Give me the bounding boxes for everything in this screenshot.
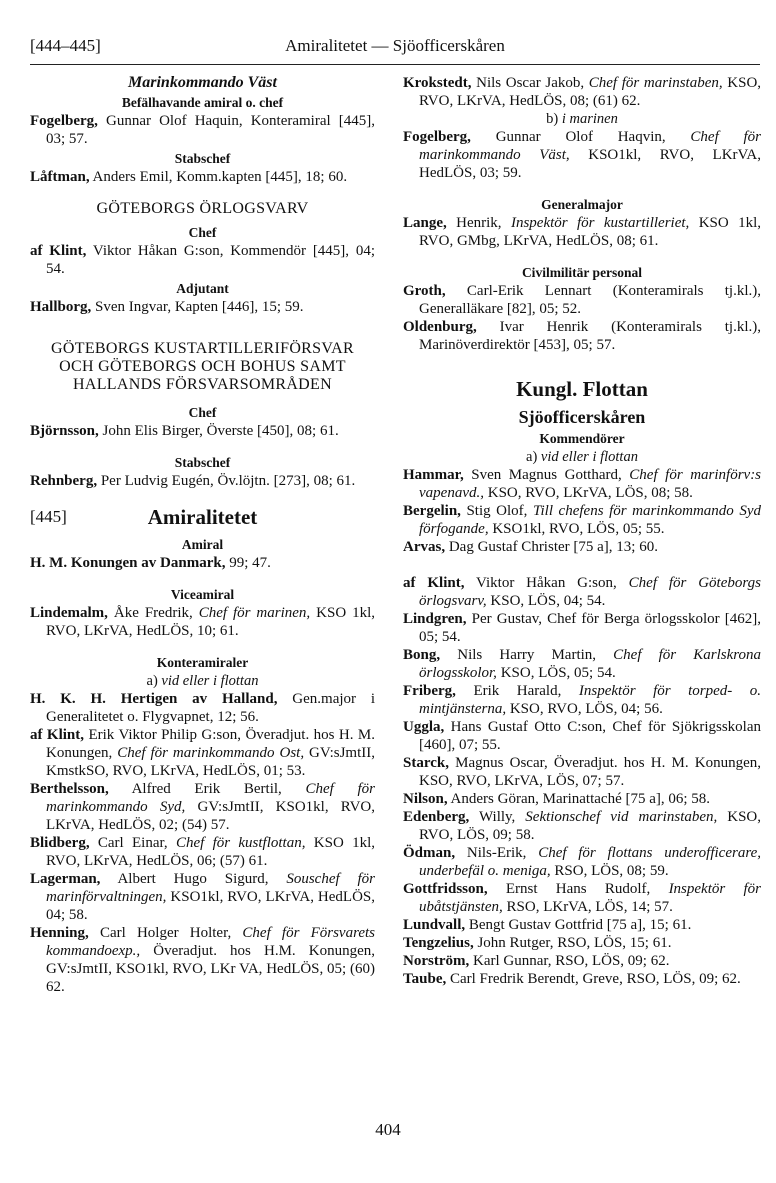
running-head <box>30 36 760 60</box>
entry-function: Chef för kustflottan, <box>175 835 306 851</box>
entry-name: Uggla, <box>403 719 445 735</box>
area-title: GÖTEBORGS ÖRLOGSVARV <box>96 200 309 217</box>
entry-function: Souschef för marinförvaltningen, <box>46 871 375 905</box>
entry-name: af Klint, <box>403 575 465 591</box>
entry-text: Bengt Gustav Gottfrid [75 a], 15; 61. <box>468 917 692 933</box>
entry-name: Edenberg, <box>403 809 470 825</box>
entry-name: Bergelin, <box>403 503 461 519</box>
entry-text: Magnus Oscar, Överadjut. hos H. M. Konungen, KSO, RVO, LKrVA, LÖS, 07; 57. <box>419 755 761 789</box>
entry-text: KSO 1kl, RVO, LKrVA, HedLÖS, 10; 61. <box>46 605 376 639</box>
list-item <box>30 690 375 726</box>
entry-name: Gottfridsson, <box>403 881 488 897</box>
list-item <box>30 112 375 148</box>
entry-name: Björnsson, <box>30 423 99 439</box>
entry-text: Erik Viktor Philip G:son, Överadjut. hos H. M. Konungen, <box>46 727 376 761</box>
subsection-text: vid eller i flottan <box>161 673 259 689</box>
entry-name: Friberg, <box>403 683 456 699</box>
entry-name: Nilson, <box>403 791 448 807</box>
entry-text: Gunnar Olof Haquin, Konteramiral [445], 03; 57. <box>46 113 375 147</box>
page-number: 404 <box>375 1120 401 1139</box>
entry-text: RSO, LÖS, 08; 59. <box>554 863 669 879</box>
entry-text: Viktor Håkan G:son, <box>476 575 617 591</box>
chapter-title: Kungl. Flottan <box>516 377 648 401</box>
entry-text: Carl Einar, <box>97 835 168 851</box>
entry-function: Chef för marinkommando Syd, <box>46 781 375 815</box>
list-item <box>403 214 761 250</box>
entry-function: Chef för marinen, <box>198 605 311 621</box>
entry-text: Hans Gustaf Otto C:son, Chef för Sjökrigsskolan [460], 07; 55. <box>419 719 761 753</box>
entry-function: Inspektör för torped- o. mintjänsterna, <box>419 683 762 717</box>
area-title-line: HALLANDS FÖRSVARSOMRÅDEN <box>73 376 332 393</box>
entry-text: Anders Emil, Komm.kapten [445], 18; 60. <box>92 169 348 185</box>
entry-name: Lange, <box>403 215 447 231</box>
entry-name: Henning, <box>30 925 89 941</box>
entry-name: Norström, <box>403 953 470 969</box>
entry-name: Fogelberg, <box>403 129 471 145</box>
entry-name: Lindgren, <box>403 611 467 627</box>
entry-text: Gen.major i Generalitetet o. Flygvapnet, 12; 56. <box>46 691 375 725</box>
list-item <box>403 718 761 754</box>
entry-text: 99; 47. <box>229 555 271 571</box>
rank-heading: Stabschef <box>174 151 231 166</box>
entry-name: Hallborg, <box>30 299 92 315</box>
section-number: [445] <box>30 507 67 526</box>
entry-text: KSO1kl, RVO, LKrVA, HedLÖS, 03; 59. <box>419 147 761 181</box>
section-heading <box>30 504 375 530</box>
list-item <box>403 790 761 808</box>
left-column <box>30 74 375 996</box>
entry-text: KSO 1kl, RVO, GMbg, LKrVA, HedLÖS, 08; 61. <box>419 215 761 249</box>
entry-name: H. K. H. Hertigen av Halland, <box>30 691 278 707</box>
entry-text: John Elis Birger, Överste [450], 08; 61. <box>102 423 339 439</box>
list-item <box>30 298 375 316</box>
entry-text: KSO1kl, RVO, LKrVA, HedLÖS, 04; 58. <box>46 889 375 923</box>
list-item <box>403 574 761 610</box>
subsection-text: vid eller i flottan <box>540 449 638 465</box>
entry-name: Lagerman, <box>30 871 101 887</box>
entry-text: Carl Holger Holter, <box>99 925 232 941</box>
list-item <box>403 318 761 354</box>
rank-heading: Chef <box>188 405 217 420</box>
entry-text: Sven Magnus Gotthard, <box>471 467 622 483</box>
entry-text: Ernst Hans Rudolf, <box>505 881 651 897</box>
entry-text: John Rutger, RSO, LÖS, 15; 61. <box>477 935 672 951</box>
entry-text: Alfred Erik Bertil, <box>131 781 282 797</box>
entry-text: GV:sJmtII, KSO1kl, RVO, LKrVA, HedLÖS, 02; (54) 57. <box>46 799 375 833</box>
entry-name: Krokstedt, <box>403 75 472 91</box>
entry-text: Åke Fredrik, <box>113 605 193 621</box>
entry-text: Nils Oscar Jakob, <box>476 75 585 91</box>
entry-text: Sven Ingvar, Kapten [446], 15; 59. <box>95 299 304 315</box>
rank-heading: Befälhavande amiral o. chef <box>121 95 284 110</box>
section-range: [444–445] <box>30 36 101 55</box>
rank-heading: Chef <box>188 225 217 240</box>
entry-text: KSO 1kl, RVO, LKrVA, HedLÖS, 06; (57) 61. <box>46 835 375 869</box>
entry-text: Anders Göran, Marinattaché [75 a], 06; 58. <box>450 791 711 807</box>
entry-function: Chef för marinkommando Ost, <box>117 745 305 761</box>
list-item <box>403 754 761 790</box>
list-item <box>30 242 375 278</box>
area-title-line: OCH GÖTEBORGS OCH BOHUS SAMT <box>59 358 346 375</box>
entry-name: Tengzelius, <box>403 935 474 951</box>
entry-name: Låftman, <box>30 169 90 185</box>
entry-name: Berthelsson, <box>30 781 109 797</box>
entry-text: KSO, LÖS, 04; 54. <box>490 593 606 609</box>
header-rule <box>30 64 760 65</box>
list-item <box>403 916 761 934</box>
entry-function: Sektionschef vid marinstaben, <box>525 809 718 825</box>
entry-name: Groth, <box>403 283 446 299</box>
entry-text: Dag Gustaf Christer [75 a], 13; 60. <box>448 539 658 555</box>
entry-text: Carl-Erik Lennart (Konteramirals tj.kl.), Generalläkare [82], 05; 52. <box>419 283 761 317</box>
list-item <box>403 682 761 718</box>
entry-name: Lundvall, <box>403 917 466 933</box>
entry-text: Nils-Erik, <box>466 845 527 861</box>
entry-name: Blidberg, <box>30 835 90 851</box>
list-item <box>403 952 761 970</box>
entry-text: KSO, LÖS, 05; 54. <box>500 665 616 681</box>
entry-function: Chef för Göteborgs örlogsvarv, <box>419 575 761 609</box>
list-item <box>403 466 761 502</box>
entry-function: Inspektör för kustartilleriet, <box>510 215 690 231</box>
list-item <box>30 472 375 490</box>
entry-name: H. M. Konungen av Danmark, <box>30 555 226 571</box>
entry-name: Ödman, <box>403 845 456 861</box>
list-item <box>30 924 375 996</box>
entry-function: Chef för marinstaben, <box>588 75 723 91</box>
running-title: Amiralitetet — Sjöofficerskåren <box>285 36 505 55</box>
list-item <box>403 934 761 952</box>
entry-text: KSO, RVO, LÖS, 04; 56. <box>509 701 663 717</box>
rank-heading: Amiral <box>181 537 224 552</box>
entry-text: Henrik, <box>456 215 502 231</box>
entry-text: Erik Harald, <box>473 683 562 699</box>
list-item <box>403 502 761 538</box>
area-title-block <box>30 340 375 394</box>
entry-text: Stig Olof, <box>466 503 528 519</box>
entry-name: Fogelberg, <box>30 113 98 129</box>
list-item <box>30 554 375 572</box>
area-title-line: GÖTEBORGS KUSTARTILLERIFÖRSVAR <box>51 340 354 357</box>
rank-heading: Viceamiral <box>170 587 235 602</box>
entry-function: Inspektör för ubåtstjänsten, <box>419 881 761 915</box>
entry-name: Taube, <box>403 971 447 987</box>
entry-text: Överadjut. hos H.M. Konungen, GV:sJmtII, KSO1kl, RVO, LKr VA, HedLÖS, 05; (60) 62. <box>46 943 375 995</box>
chapter-subtitle: Sjöofficerskåren <box>518 407 646 427</box>
subsection-letter: a) <box>526 449 538 465</box>
list-item <box>30 870 375 924</box>
entry-function: Chef för marinförv:s vapenavd., <box>419 467 762 501</box>
entry-name: Lindemalm, <box>30 605 108 621</box>
entry-text: RSO, LKrVA, LÖS, 14; 57. <box>506 899 673 915</box>
entry-text: KSO, RVO, LÖS, 09; 58. <box>419 809 761 843</box>
rank-heading: Adjutant <box>176 281 229 296</box>
entry-name: Rehnberg, <box>30 473 98 489</box>
entry-function: Chef för flottans underofficerare, underbefäl o. meniga, <box>419 845 762 879</box>
entry-text: Willy, <box>478 809 516 825</box>
list-item <box>403 128 761 182</box>
entry-name: af Klint, <box>30 243 87 259</box>
entry-text: Per Gustav, Chef för Berga örlogsskolor [462], 05; 54. <box>419 611 762 645</box>
subsection-label <box>30 672 375 690</box>
entry-text: Viktor Håkan G:son, Kommendör [445], 04; 54. <box>46 243 375 277</box>
entry-text: Karl Gunnar, RSO, LÖS, 09; 62. <box>472 953 670 969</box>
right-column <box>403 74 761 988</box>
entry-name: Arvas, <box>403 539 446 555</box>
subsection-text: i marinen <box>561 111 618 127</box>
subsection-label <box>403 110 761 128</box>
list-item <box>403 970 761 988</box>
list-item <box>30 422 375 440</box>
entry-name: Oldenburg, <box>403 319 477 335</box>
entry-text: KSO, RVO, LKrVA, LÖS, 08; 58. <box>487 485 693 501</box>
list-item <box>403 808 761 844</box>
list-item <box>403 646 761 682</box>
entry-text: Nils Harry Martin, <box>457 647 597 663</box>
rank-heading: Kommendörer <box>539 431 625 446</box>
list-item <box>403 844 761 880</box>
rank-heading: Konteramiraler <box>156 655 249 670</box>
subsection-letter: a) <box>146 673 158 689</box>
entry-text: Ivar Henrik (Konteramirals tj.kl.), Marinöverdirektör [453], 05; 57. <box>419 319 761 353</box>
rank-heading: Generalmajor <box>541 197 623 212</box>
list-item <box>30 726 375 780</box>
list-item <box>30 780 375 834</box>
list-item <box>30 834 375 870</box>
section-title: Amiralitetet <box>147 505 258 529</box>
list-item <box>30 168 375 186</box>
entry-name: Starck, <box>403 755 449 771</box>
entry-name: Hammar, <box>403 467 464 483</box>
entry-function: Chef för Försvarets kommandoexp., <box>46 925 376 959</box>
region-heading: Marinkommando Väst <box>128 74 277 91</box>
entry-text: Albert Hugo Sigurd, <box>117 871 269 887</box>
entry-function: Chef för Karlskrona örlogsskolor, <box>419 647 762 681</box>
list-item <box>403 282 761 318</box>
entry-text: Gunnar Olof Haqvin, <box>495 129 666 145</box>
entry-text: Per Ludvig Eugén, Öv.löjtn. [273], 08; 61. <box>100 473 356 489</box>
list-item <box>403 610 761 646</box>
entry-function: Till chefens för marinkommando Syd förfogande, <box>419 503 761 537</box>
entry-name: af Klint, <box>30 727 85 743</box>
subsection-label <box>403 448 761 466</box>
list-item <box>403 538 761 556</box>
rank-heading: Stabschef <box>174 455 231 470</box>
list-item <box>30 604 375 640</box>
entry-text: GV:sJmtII, KmstkSO, RVO, LKrVA, HedLÖS, 01; 53. <box>46 745 375 779</box>
entry-function: Chef för marinkommando Väst, <box>419 129 762 163</box>
rank-heading: Civilmilitär personal <box>521 265 643 280</box>
list-item <box>403 74 761 110</box>
entry-text: Carl Fredrik Berendt, Greve, RSO, LÖS, 09; 62. <box>449 971 741 987</box>
entry-text: KSO1kl, RVO, LÖS, 05; 55. <box>492 521 665 537</box>
subsection-letter: b) <box>546 111 559 127</box>
list-item <box>403 880 761 916</box>
entry-text: KSO, RVO, LKrVA, HedLÖS, 08; (61) 62. <box>419 75 762 109</box>
entry-name: Bong, <box>403 647 441 663</box>
